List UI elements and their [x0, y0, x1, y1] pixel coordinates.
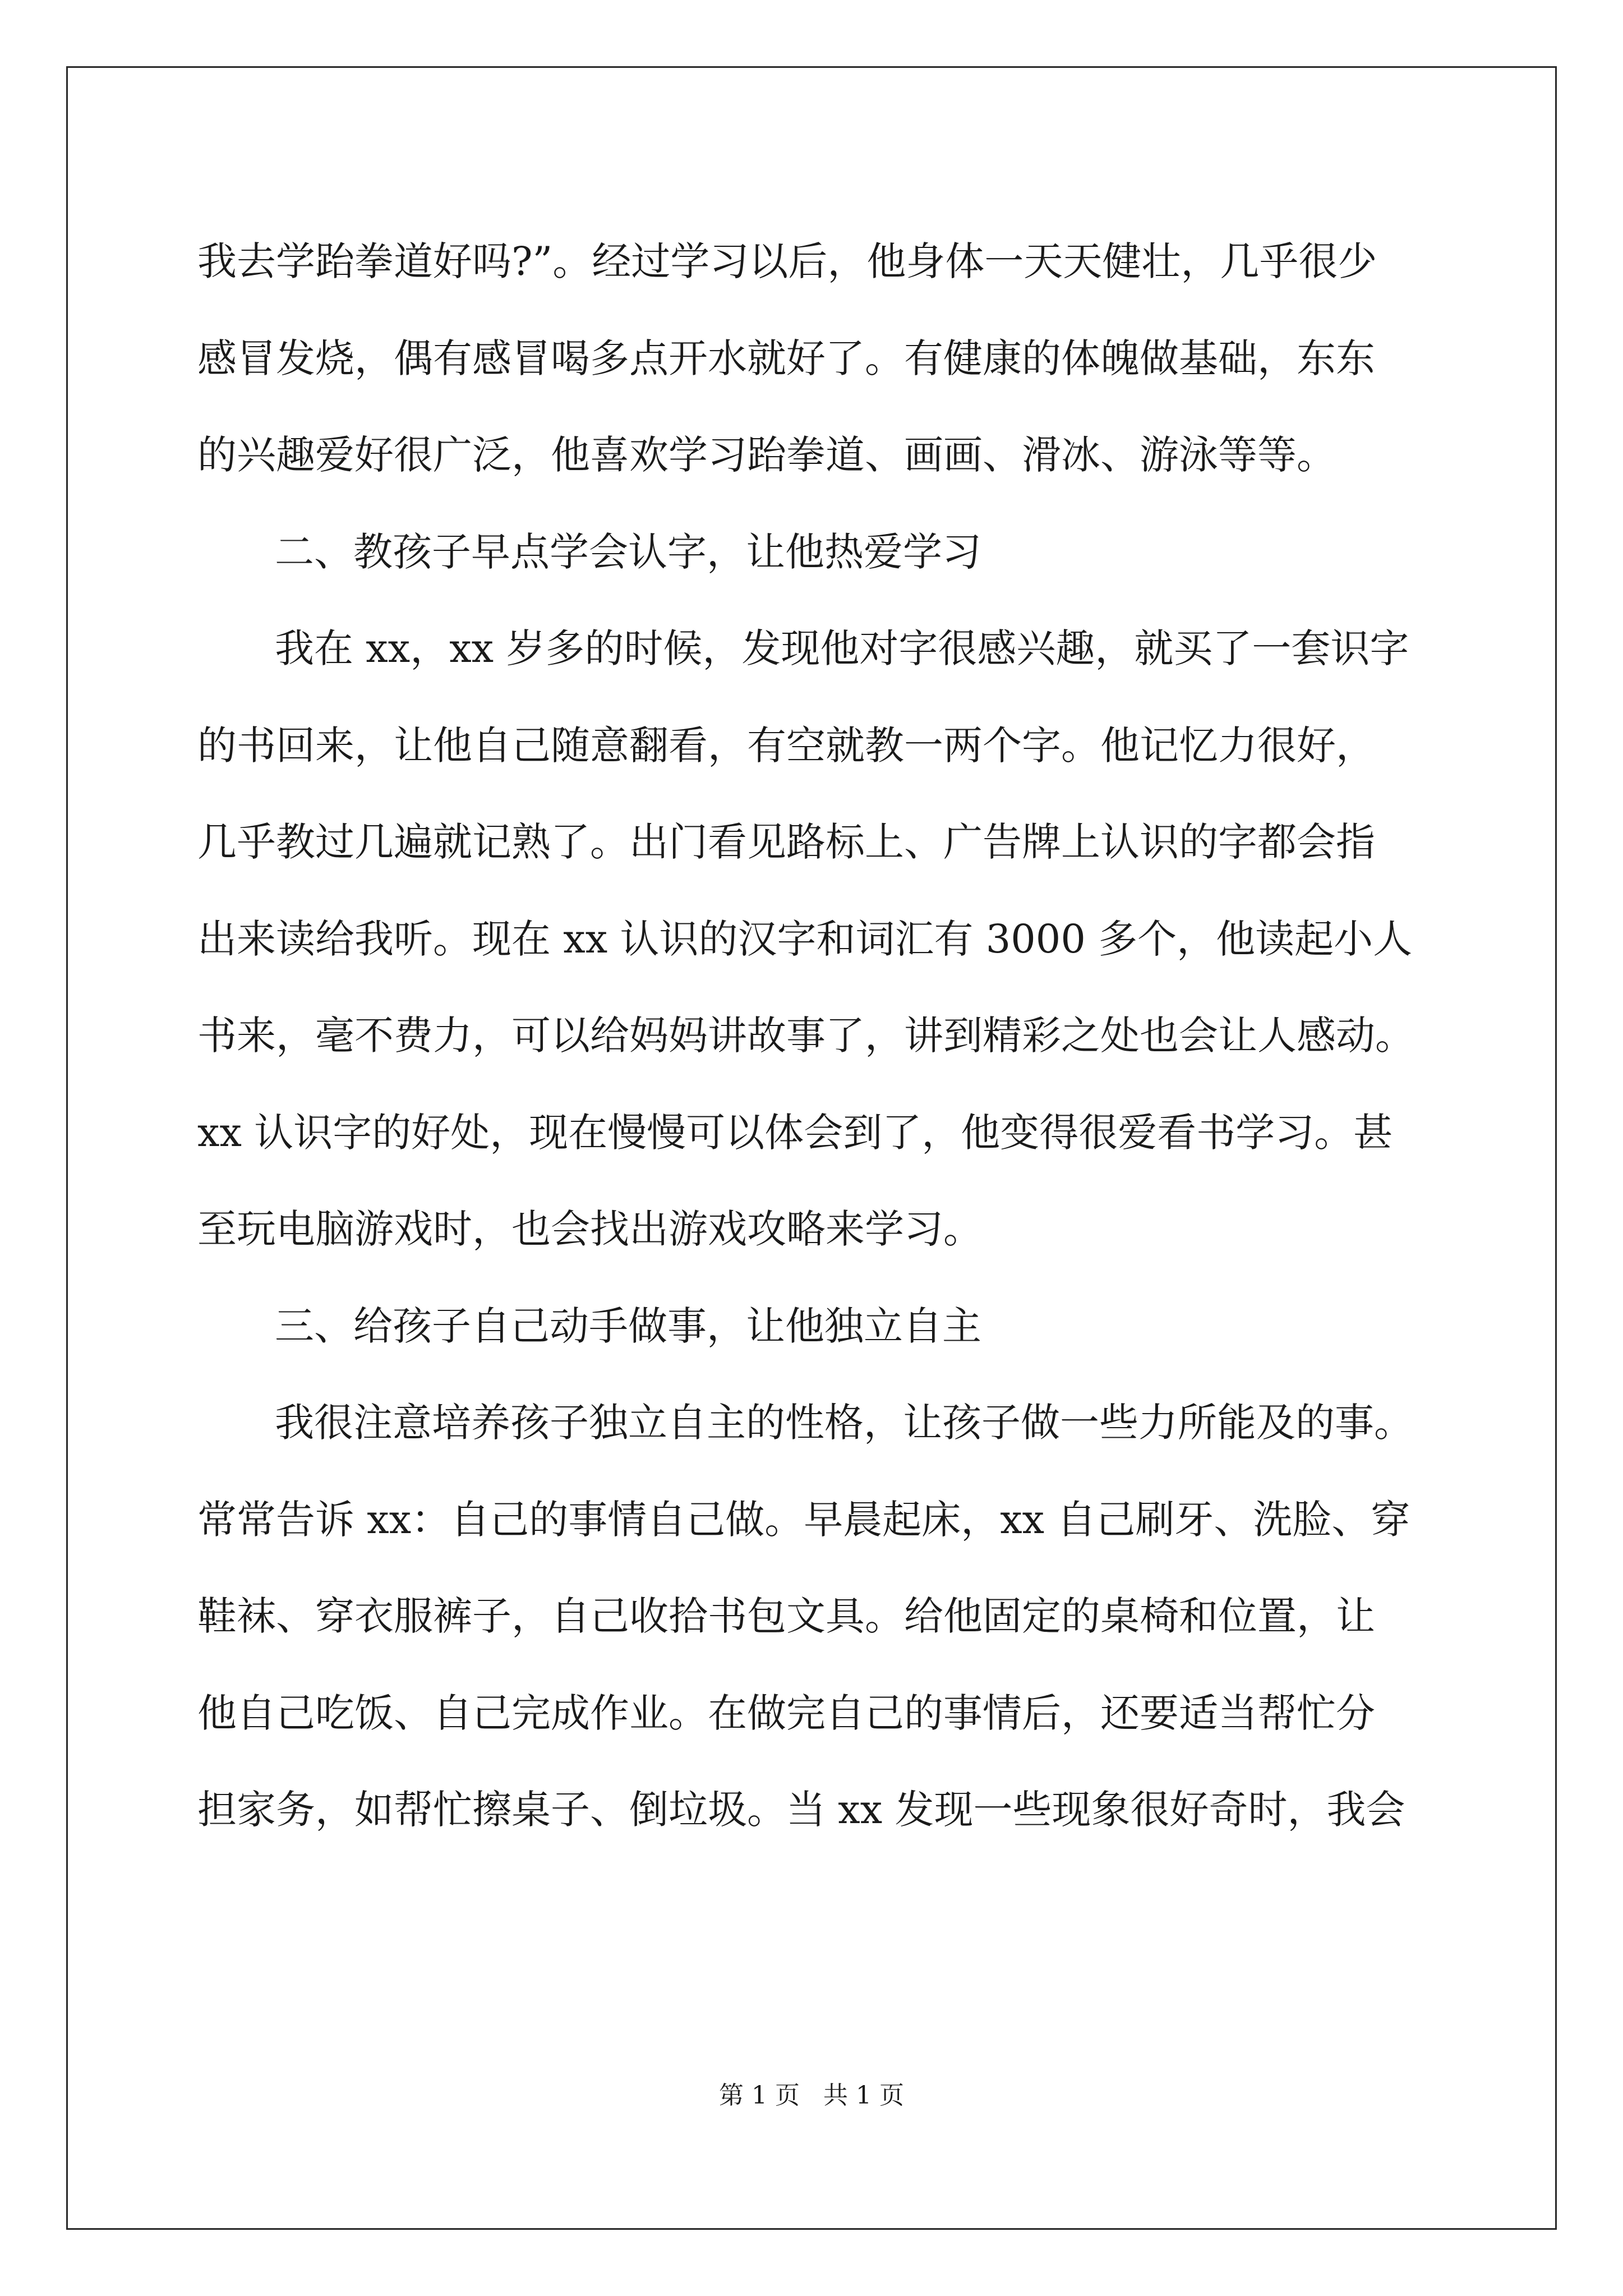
text-line: 他自己吃饭、自己完成作业。在做完自己的事情后，还要适当帮忙分	[197, 1690, 1375, 1736]
text-line: xx 认识字的好处，现在慢慢可以体会到了，他变得很爱看书学习。甚	[197, 1109, 1393, 1156]
text-line: 至玩电脑游戏时，也会找出游戏攻略来学习。	[197, 1206, 983, 1252]
paragraph-first-line: 三、给孩子自己动手做事，让他独立自主	[275, 1303, 981, 1349]
document-body	[197, 213, 1436, 1858]
text-line: 几乎教过几遍就记熟了。出门看见路标上、广告牌上认识的字都会指	[197, 819, 1375, 865]
text-line: 感冒发烧，偶有感冒喝多点开水就好了。有健康的体魄做基础，东东	[197, 335, 1375, 381]
paragraph-first-line: 我在 xx，xx 岁多的时候，发现他对字很感兴趣，就买了一套识字	[275, 625, 1409, 671]
text-line: 鞋袜、穿衣服裤子，自己收拾书包文具。给他固定的桌椅和位置，让	[197, 1593, 1375, 1639]
text-line: 的兴趣爱好很广泛，他喜欢学习跆拳道、画画、滑冰、游泳等等。	[197, 432, 1336, 478]
paragraph-first-line: 我很注意培养孩子独立自主的性格，让孩子做一些力所能及的事。	[275, 1400, 1413, 1446]
text-line: 出来读给我听。现在 xx 认识的汉字和词汇有 3000 多个，他读起小人	[197, 915, 1413, 962]
text-line: 我去学跆拳道好吗?”。经过学习以后，他身体一天天健壮，几乎很少	[197, 238, 1377, 284]
text-line: 书来，毫不费力，可以给妈妈讲故事了，讲到精彩之处也会让人感动。	[197, 1013, 1414, 1059]
text-line: 的书回来，让他自己随意翻看，有空就教一两个字。他记忆力很好，	[197, 722, 1375, 769]
page-footer: 第 1 页 共 1 页	[719, 2081, 904, 2110]
text-line: 担家务，如帮忙擦桌子、倒垃圾。当 xx 发现一些现象很好奇时，我会	[197, 1787, 1405, 1833]
paragraph-first-line: 二、教孩子早点学会认字，让他热爱学习	[275, 528, 981, 575]
text-line: 常常告诉 xx：自己的事情自己做。早晨起床，xx 自己刷牙、洗脸、穿	[197, 1496, 1410, 1543]
